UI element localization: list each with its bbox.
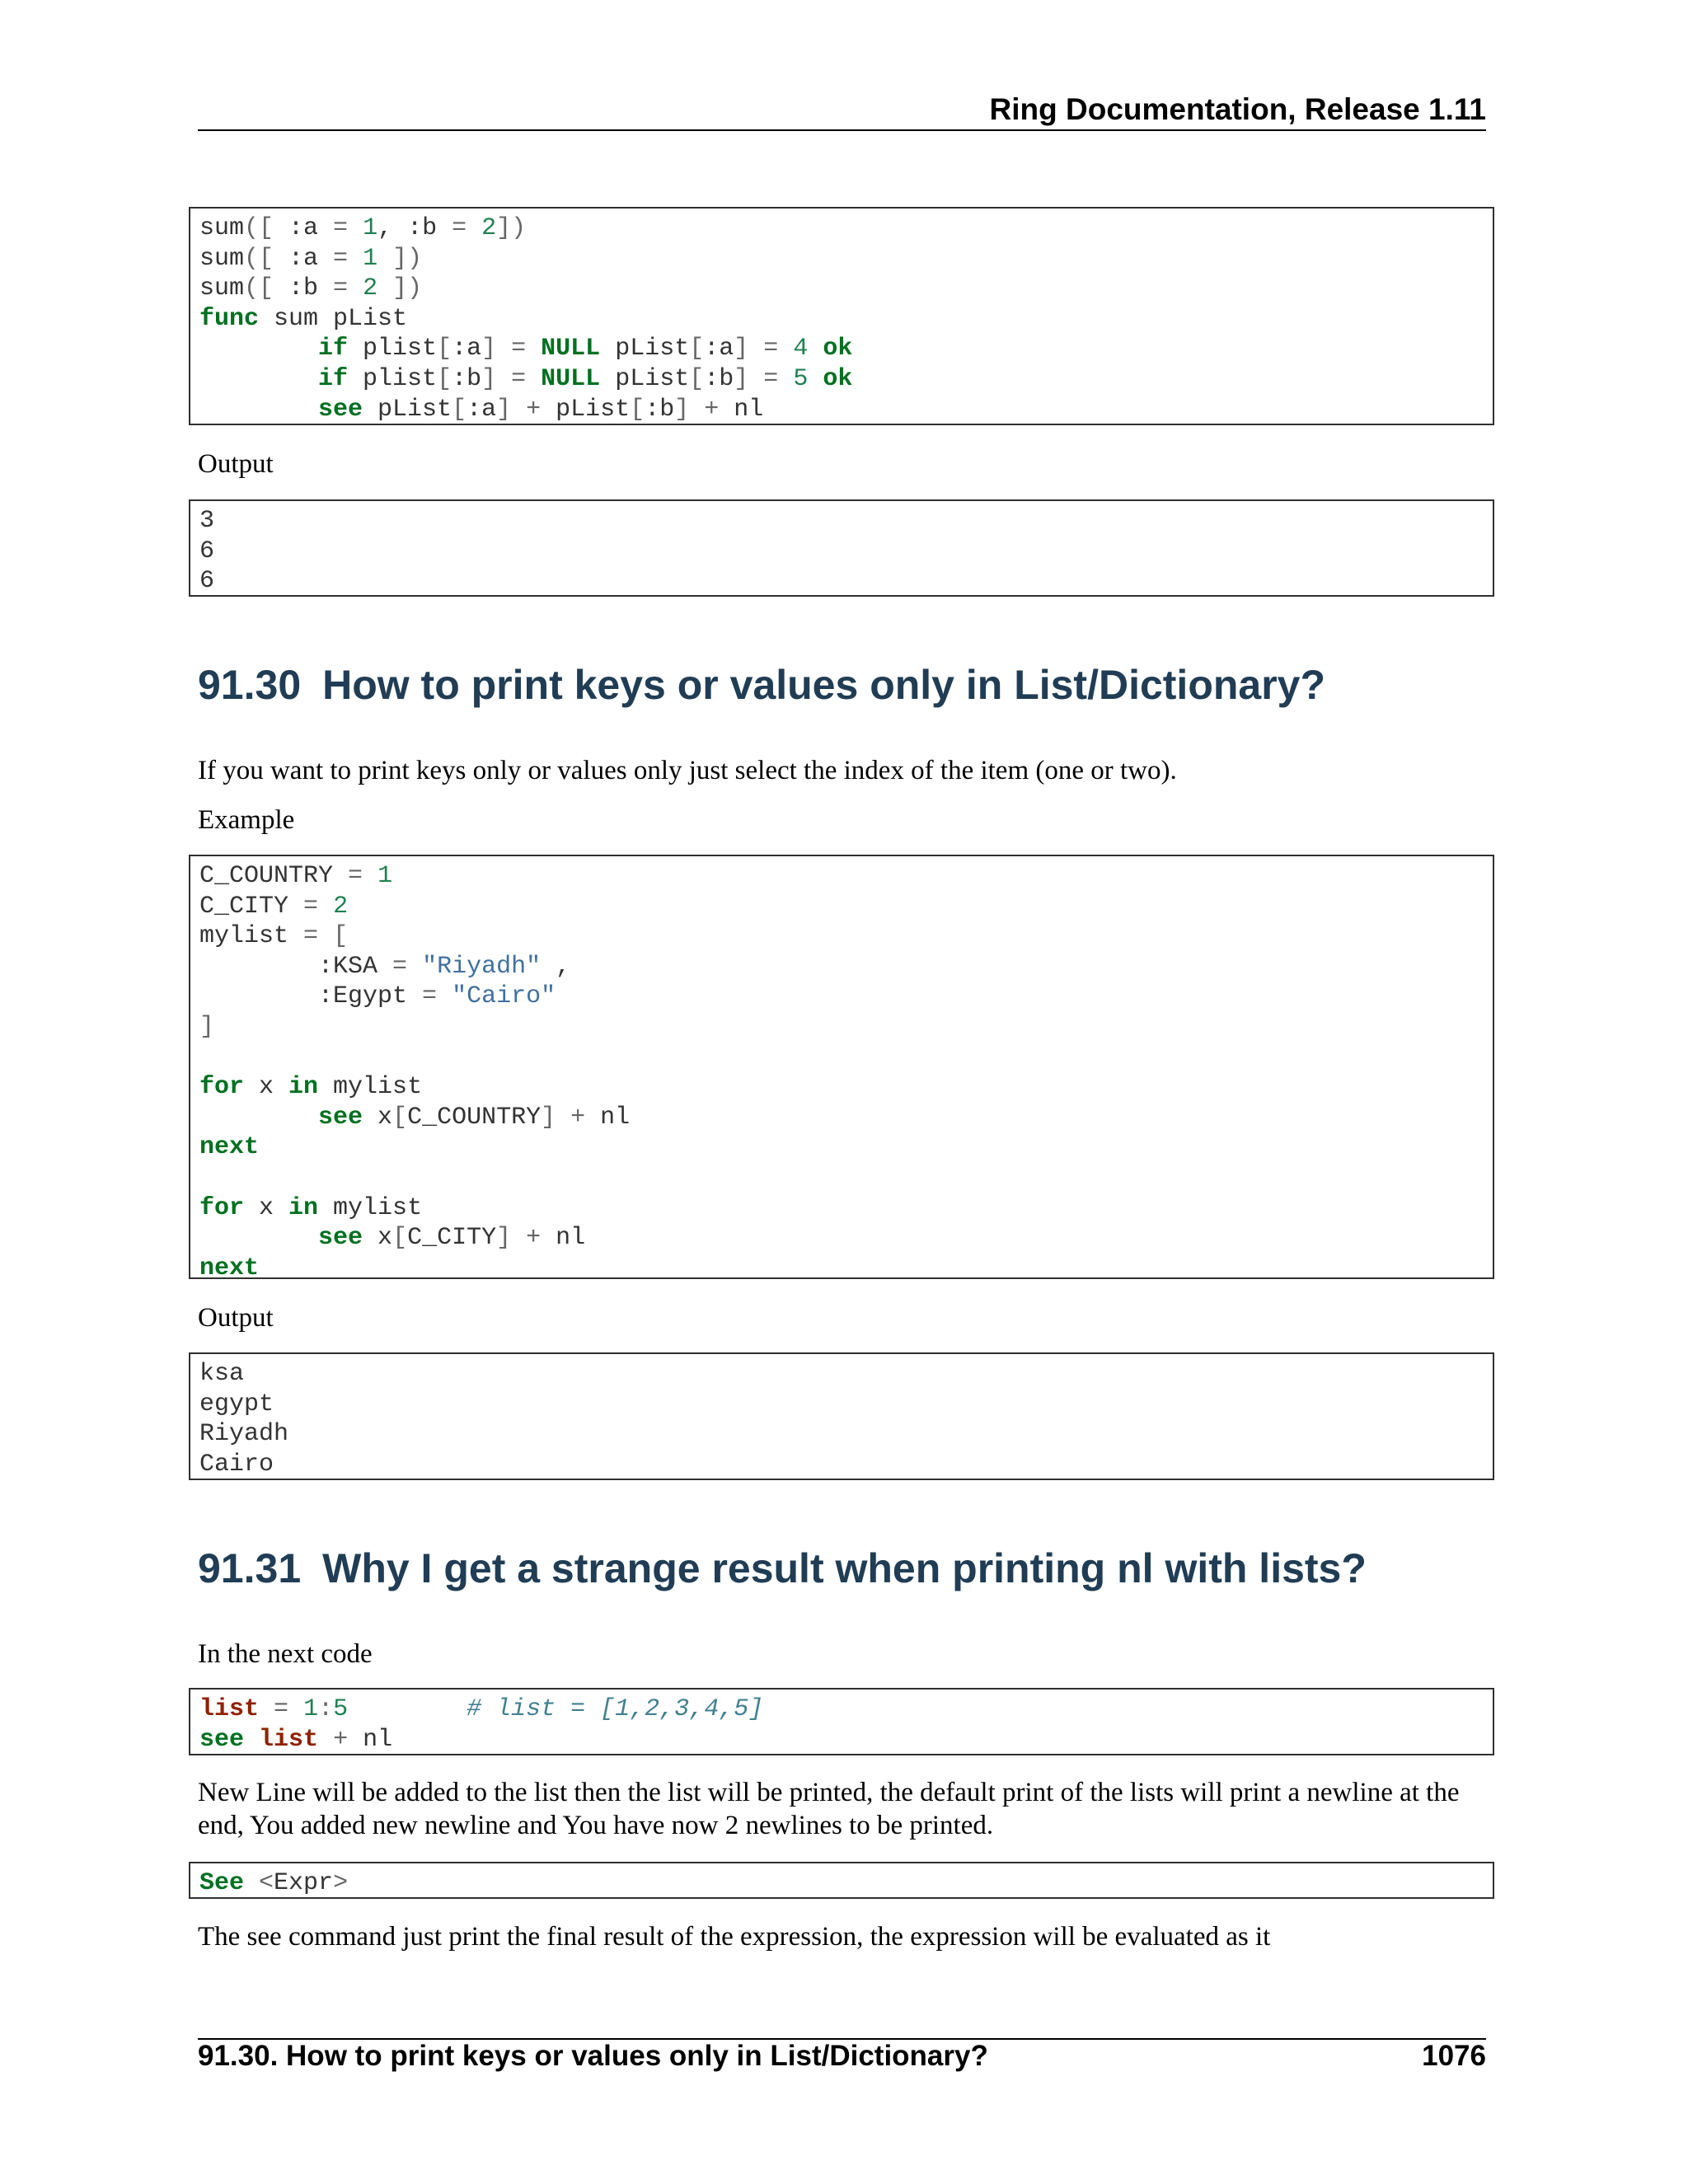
code-token: Riyadh (199, 1420, 289, 1449)
header-rule (198, 129, 1486, 131)
code-line (199, 952, 1493, 982)
code-token (496, 365, 511, 393)
code-line (199, 1254, 1493, 1279)
code-token: = (348, 862, 363, 890)
code-block-see-expr (189, 1862, 1494, 1899)
code-line (199, 1223, 1493, 1254)
code-token: nl (585, 1103, 631, 1132)
code-token: see (318, 395, 363, 424)
code-token: [ (392, 1224, 408, 1253)
code-token (259, 1695, 274, 1723)
code-line (199, 1012, 1493, 1043)
code-line (199, 1450, 1493, 1480)
code-token: ] (496, 1224, 512, 1253)
code-token: Expr (274, 1869, 334, 1897)
body-paragraph: The see command just print the final result of the expression, the expression will be evaluated as it (198, 1922, 1271, 1952)
code-token: x (363, 1103, 393, 1132)
code-line (199, 921, 1493, 952)
code-token: see (318, 1103, 363, 1132)
code-token: 2 (333, 892, 349, 921)
code-token: 4 (793, 335, 809, 363)
code-token: nl (541, 1224, 586, 1253)
code-token: [ (630, 395, 645, 424)
code-token (348, 274, 363, 302)
header-title: Ring Documentation, Release 1.11 (989, 92, 1486, 126)
code-token: ] (199, 1012, 215, 1041)
code-token: = (333, 274, 349, 303)
code-token: , :b (377, 214, 452, 242)
code-line (199, 1193, 1493, 1224)
code-token (407, 953, 422, 981)
output-label: Output (198, 449, 274, 479)
section-title-text: Why I get a strange result when printing nl with lists? (322, 1545, 1367, 1591)
code-token: plist (348, 364, 438, 393)
code-token: = (422, 982, 438, 1011)
output-label: Output (198, 1303, 274, 1333)
code-line (199, 537, 1493, 567)
section-heading-91-30 (198, 661, 1325, 709)
code-token: + (526, 395, 542, 424)
code-token: ]) (392, 274, 423, 303)
code-token: < (259, 1869, 274, 1897)
code-token (526, 365, 541, 393)
code-token (377, 245, 392, 273)
code-line (199, 244, 1493, 274)
code-token: [ (333, 922, 349, 951)
code-line (199, 1103, 1493, 1133)
code-line (199, 1419, 1493, 1450)
code-token (318, 893, 333, 921)
code-token: nl (348, 1725, 393, 1754)
code-token: sum pList (259, 304, 408, 333)
code-token: func (199, 304, 260, 333)
code-token: :b (452, 364, 482, 393)
code-token: see (199, 1725, 245, 1754)
code-token: next (199, 1254, 260, 1279)
code-token: "Riyadh" (422, 952, 542, 981)
code-token: ]) (496, 214, 527, 242)
code-token: = (333, 244, 349, 273)
code-token: 5 (333, 1695, 349, 1723)
code-token: :KSA (199, 952, 393, 981)
code-token: pList (541, 395, 631, 424)
code-token (318, 1726, 333, 1754)
output-block-mylist (189, 1352, 1494, 1480)
code-line (199, 1694, 1493, 1725)
example-label: Example (198, 805, 295, 835)
code-token: 2 (363, 274, 378, 303)
code-token: :a (274, 244, 334, 273)
code-token: ] (734, 364, 749, 393)
code-token: :a (452, 335, 482, 363)
code-token: ] (541, 1103, 556, 1132)
code-token: = (511, 364, 527, 393)
code-token: ] (674, 395, 690, 424)
code-token (199, 1224, 318, 1252)
body-paragraph: In the next code (198, 1639, 373, 1669)
code-line (199, 1359, 1493, 1390)
code-token (689, 396, 704, 424)
code-token (511, 396, 526, 424)
code-token: = (274, 1695, 289, 1723)
code-token: + (333, 1725, 349, 1754)
code-line (199, 861, 1493, 892)
code-token: next (199, 1133, 260, 1162)
code-token: ok (823, 335, 853, 363)
code-token: 2 (481, 214, 497, 242)
code-token: ok (823, 364, 853, 393)
code-token: ] (496, 395, 512, 424)
code-line (199, 1163, 1493, 1193)
code-token (748, 335, 763, 363)
output-block-sum (189, 499, 1494, 597)
code-token: 3 (199, 507, 215, 535)
body-paragraph: New Line will be added to the list then the list will be printed, the default print of the lists will print a newline at the end, You added new newline and You have now 2 newlines to be printed. (198, 1778, 1460, 1840)
code-line (199, 213, 1493, 244)
code-token: See (199, 1869, 245, 1897)
code-token: [ (392, 1103, 408, 1132)
code-token: , (541, 952, 571, 981)
code-token (318, 922, 333, 950)
code-token: C_CITY (407, 1224, 497, 1253)
code-token: x (363, 1224, 393, 1253)
code-token: list (259, 1725, 319, 1754)
code-token: C_CITY (199, 892, 304, 921)
code-token: pList (600, 335, 690, 363)
code-token: if (318, 364, 349, 393)
code-line (199, 1132, 1493, 1163)
code-line (199, 304, 1493, 335)
code-token: :b (704, 364, 734, 393)
code-token: in (288, 1073, 319, 1102)
code-token: 5 (793, 364, 809, 393)
code-token: :Egypt (199, 982, 423, 1011)
code-block-mylist (189, 855, 1494, 1279)
code-token (808, 365, 823, 393)
code-token: 1 (363, 244, 378, 273)
page-number: 1076 (1422, 2040, 1486, 2072)
code-block-sum (189, 207, 1494, 425)
footer-section-title: 91.30. How to print keys or values only in List/Dictionary? (198, 2040, 988, 2072)
code-token: for (199, 1073, 245, 1102)
code-line (199, 1043, 1493, 1073)
code-token (244, 1869, 259, 1897)
code-token: pList (600, 364, 690, 393)
code-token: = (303, 922, 319, 951)
code-token: [ (689, 364, 705, 393)
section-number: 91.31 (198, 1545, 302, 1591)
code-token: mylist (318, 1193, 423, 1222)
code-token: sum (199, 244, 245, 273)
code-token: = (333, 214, 349, 242)
code-token: :b (645, 395, 675, 424)
code-token: [ (452, 395, 467, 424)
code-token (778, 335, 793, 363)
code-token: for (199, 1193, 245, 1222)
code-token (437, 982, 452, 1010)
code-token: = (763, 364, 779, 393)
code-token: C_COUNTRY (407, 1103, 542, 1132)
code-line (199, 982, 1493, 1012)
code-token: = (303, 892, 319, 921)
code-token: [ (437, 335, 452, 363)
code-token: :b (274, 274, 334, 303)
code-line (199, 334, 1493, 364)
code-token (199, 335, 318, 363)
code-token: : (318, 1695, 334, 1723)
code-token (778, 365, 793, 393)
code-token: = (452, 214, 467, 242)
code-token: Cairo (199, 1450, 274, 1479)
code-line (199, 274, 1493, 304)
code-token (748, 365, 763, 393)
code-token: x (244, 1073, 289, 1102)
code-token (348, 214, 363, 242)
code-token (199, 1104, 318, 1132)
code-token: :a (704, 335, 734, 363)
code-token: if (318, 335, 349, 363)
code-token: list (199, 1695, 260, 1723)
code-token: [ (437, 364, 452, 393)
code-line (199, 395, 1493, 425)
code-token (526, 335, 541, 363)
code-token (348, 1695, 467, 1723)
code-token: ] (481, 364, 497, 393)
code-token: pList (363, 395, 452, 424)
code-token: 6 (199, 537, 215, 565)
code-token (556, 1104, 570, 1132)
code-line (199, 1390, 1493, 1420)
code-token: ksa (199, 1360, 245, 1388)
code-token: 1 (377, 862, 393, 890)
code-line (199, 566, 1493, 597)
code-line (199, 506, 1493, 537)
code-token: C_COUNTRY (199, 862, 349, 890)
code-token (467, 214, 481, 242)
code-token: mylist (318, 1073, 423, 1102)
code-line (199, 892, 1493, 922)
code-token: > (333, 1869, 349, 1897)
code-token: [ (689, 335, 705, 363)
code-line (199, 1072, 1493, 1103)
code-token: :a (467, 395, 497, 424)
code-token: = (763, 335, 779, 363)
code-token (808, 335, 823, 363)
code-token: "Cairo" (452, 982, 556, 1011)
code-token: egypt (199, 1390, 274, 1418)
code-token: + (570, 1103, 586, 1132)
code-token: # list = [1,2,3,4,5] (467, 1695, 764, 1723)
code-token: = (392, 952, 408, 981)
section-number: 91.30 (198, 662, 302, 708)
section-title-text: How to print keys or values only in List/Dictionary? (322, 662, 1326, 708)
code-token: NULL (541, 335, 601, 363)
code-token (199, 396, 318, 424)
code-token: ] (734, 335, 749, 363)
code-token: in (288, 1193, 319, 1222)
code-token (496, 335, 511, 363)
code-token: ([ (244, 274, 274, 303)
code-token: nl (719, 395, 764, 424)
section-heading-91-31 (198, 1544, 1367, 1592)
code-block-list-nl (189, 1688, 1494, 1755)
body-paragraph: If you want to print keys only or values only just select the index of the item (one or two). (198, 756, 1177, 785)
code-token: 1 (303, 1695, 319, 1723)
code-line (199, 1725, 1493, 1755)
code-token: + (704, 395, 720, 424)
code-token: + (526, 1224, 542, 1253)
code-token: 1 (363, 214, 378, 242)
code-token: sum (199, 214, 245, 242)
code-line (199, 364, 1493, 395)
code-token: = (511, 335, 527, 363)
code-token: plist (348, 335, 438, 363)
code-token: x (244, 1193, 289, 1222)
code-token: mylist (199, 922, 304, 951)
code-token: 6 (199, 567, 215, 596)
code-line (199, 1868, 1493, 1899)
code-token (244, 1726, 259, 1754)
code-token (363, 862, 377, 890)
code-token (288, 1695, 303, 1723)
code-token: ([ (244, 214, 274, 242)
code-token (377, 274, 392, 302)
code-token (199, 365, 318, 393)
code-token: ([ (244, 244, 274, 273)
code-token: NULL (541, 364, 601, 393)
code-token: sum (199, 274, 245, 303)
code-token: :a (274, 214, 334, 242)
code-token (348, 245, 363, 273)
code-token: ] (481, 335, 497, 363)
code-token: ]) (392, 244, 423, 273)
code-token: see (318, 1224, 363, 1253)
code-token (511, 1224, 526, 1252)
